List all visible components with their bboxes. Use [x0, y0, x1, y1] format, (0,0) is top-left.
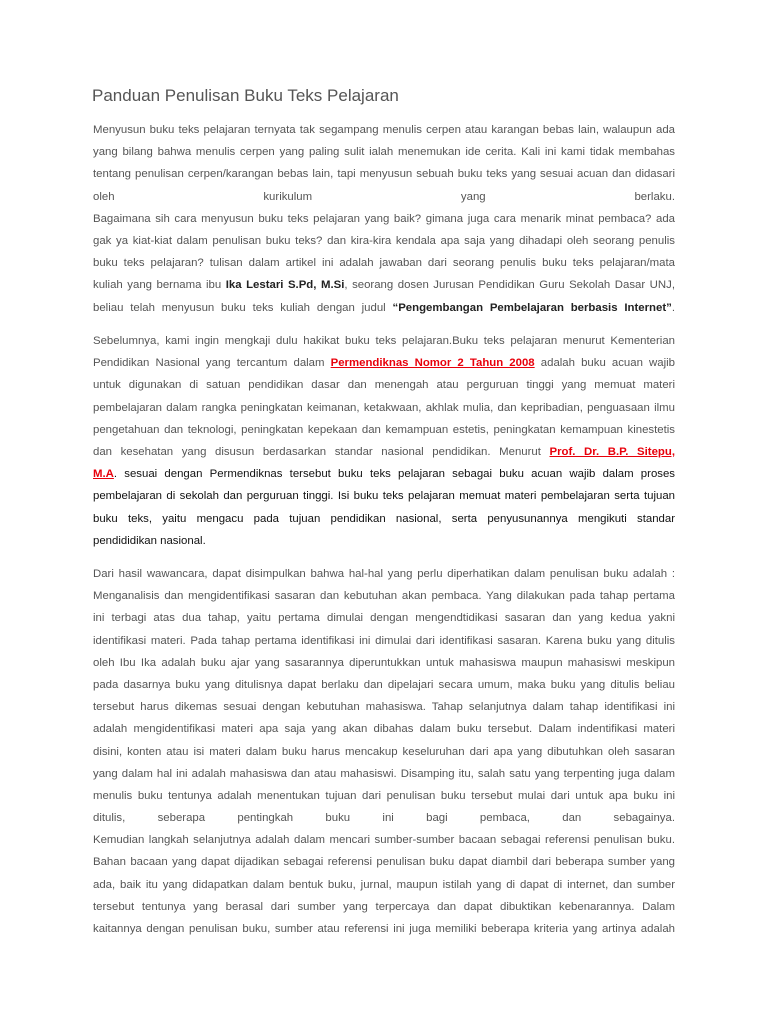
- text-segment: Menganalisis dan mengidentifikasi sasaran dan kebutuhan akan pembaca. Yang dilakukan pada tahap pertama: [93, 590, 675, 603]
- text-line: [93, 607, 675, 629]
- text-segment: adalah buku acuan wajib: [534, 357, 676, 370]
- text-segment: ditulis, seberapa pentingkah buku ini bagi pembaca, dan sebagainya.: [93, 812, 675, 825]
- text-line: [93, 330, 675, 352]
- text-segment: Pendidikan Nasional yang tercantum dalam: [93, 357, 331, 370]
- text-line: [93, 252, 675, 274]
- text-segment: dan kesehatan yang disusun berdasarkan standar nasional pendidikan. Menurut: [93, 445, 550, 458]
- text-line: [93, 485, 675, 507]
- text-segment: buku teks, yaitu mengacu pada tujuan pendidikan nasional, serta penyusunannya mengikuti standar: [93, 512, 675, 525]
- text-segment: kuliah yang bernama ibu: [93, 279, 226, 292]
- bold-text: Ika Lestari S.Pd, M.Si: [225, 279, 345, 292]
- paragraph-intro: [93, 119, 675, 319]
- bold-text: “Pengembangan Pembelajaran berbasis Internet”: [392, 301, 672, 314]
- text-line: [93, 441, 675, 463]
- text-segment: beliau telah menyusun buku teks kuliah dengan judul: [93, 301, 393, 314]
- text-segment: oleh kurikulum yang berlaku.: [93, 190, 675, 203]
- text-line: [93, 630, 675, 652]
- text-segment: tersebut tentunya yang berasal dari sumber yang terpercaya dan dapat dibuktikan kebenarannya. Dalam: [93, 900, 675, 913]
- text-line: [93, 419, 675, 441]
- text-line: [93, 674, 675, 696]
- text-segment: Bagaimana sih cara menyusun buku teks pelajaran yang baik? gimana juga cara menarik minat pembaca? ada: [93, 212, 675, 225]
- text-segment: pembelajaran di sekolah dan perguruan tinggi. Isi buku teks pelajaran memuat materi pembelajaran serta tujuan: [93, 490, 675, 503]
- text-line: [93, 763, 675, 785]
- text-line: [93, 563, 675, 585]
- text-segment: untuk digunakan di satuan pendidikan dasar dan menengah atau perguruan tinggi yang memuat materi: [93, 379, 675, 392]
- text-segment: disini, konten atau isi materi dalam buku harus mencakup keseluruhan dari apa yang dibutuhkan oleh sasaran: [93, 745, 675, 758]
- text-segment: Dari hasil wawancara, dapat disimpulkan bahwa hal-hal yang perlu diperhatikan dalam penulisan buku adalah :: [93, 568, 675, 580]
- text-line: [93, 652, 675, 674]
- text-line: [93, 274, 675, 296]
- text-line: [93, 119, 675, 141]
- text-segment: identifikasi materi. Pada tahap pertama identifikasi ini dimulai dari identifikasi sasaran. Karena buku yang ditulis: [93, 634, 675, 647]
- text-segment: buku teks pelajaran? tulisan dalam artikel ini adalah jawaban dari seorang penulis buku teks pelajaran/mata: [93, 257, 675, 270]
- reference-link[interactable]: M.A: [93, 468, 114, 481]
- text-line: [93, 874, 675, 896]
- text-line: [93, 186, 675, 208]
- text-segment: yang dalam hal ini adalah mahasiswa dan atau mahasiswi. Disamping itu, salah satu yang terpenting juga dalam: [93, 767, 675, 780]
- text-segment: pembelajaran dalam rangka peningkatan keimanan, ketakwaan, akhlak mulia, dan kepribadian, penguasaan ilmu: [93, 401, 675, 414]
- reference-link[interactable]: Prof. Dr. B.P. Sitepu,: [549, 445, 675, 458]
- page-title: Panduan Penulisan Buku Teks Pelajaran: [92, 86, 399, 105]
- text-line: [93, 718, 675, 740]
- text-line: [93, 352, 675, 374]
- text-line: [93, 297, 675, 319]
- text-line: [93, 141, 675, 163]
- text-line: [93, 230, 675, 252]
- text-line: [93, 741, 675, 763]
- text-segment: ini terbagi atas dua tahap, yaitu pertama dimulai dengan mengendtidikasi sasaran dan yang kedua yakni: [93, 612, 675, 625]
- text-segment: ada, baik itu yang didapatkan dalam bentuk buku, jurnal, maupun istilah yang di dapat di internet, dan sumber: [93, 878, 675, 891]
- text-line: [93, 807, 675, 829]
- text-line: [93, 896, 675, 918]
- text-line: [93, 374, 675, 396]
- text-line: [93, 463, 675, 485]
- text-segment: Menyusun buku teks pelajaran ternyata tak segampang menulis cerpen atau karangan bebas lain, walaupun ada: [93, 124, 675, 136]
- text-line: [93, 585, 675, 607]
- text-segment: tersebut harus dikemas sesuai dengan kebutuhan mahasiswa. Tahap selanjutnya dalam tahap identifikasi ini: [93, 701, 675, 714]
- text-segment: gak ya kiat-kiat dalam penulisan buku teks? dan kira-kira kendala apa saja yang dihadapi oleh seorang penulis: [93, 234, 675, 247]
- text-line: [93, 851, 675, 873]
- text-line: [93, 208, 675, 230]
- text-segment: Sebelumnya, kami ingin mengkaji dulu hakikat buku teks pelajaran.Buku teks pelajaran menurut Kementerian: [93, 335, 675, 347]
- text-line: [93, 696, 675, 718]
- reference-link[interactable]: Permendiknas Nomor 2 Tahun 2008: [330, 357, 535, 370]
- text-segment: adalah mengidentifikasi materi apa saja yang akan dibahas dalam buku tersebut. Dalam indentifikasi materi: [93, 723, 675, 736]
- text-segment: pendididikan nasional.: [93, 534, 206, 547]
- text-segment: Kemudian langkah selanjutnya adalah dalam mencari sumber-sumber bacaan sebagai referensi penulisan buku.: [93, 834, 675, 847]
- paragraph-definition: [93, 330, 675, 552]
- text-segment: yang bilang bahwa menulis cerpen yang paling sulit ialah menemukan ide cerita. Kali ini kami tidak membahas: [93, 146, 675, 159]
- text-line: [93, 829, 675, 851]
- text-segment: .: [671, 301, 675, 314]
- text-segment: oleh Ibu Ika adalah buku ajar yang sasarannya diperuntukkan untuk mahasiswa maupun mahasiswi meskipun: [93, 656, 675, 669]
- text-segment: pengetahuan dan teknologi, peningkatan kepekaan dan kemampuan estetis, peningkatan kemampuan kinestetis: [93, 423, 675, 436]
- text-segment: Bahan bacaan yang dapat dijadikan sebagai referensi penulisan buku dapat diambil dari beberapa sumber yang: [93, 856, 675, 869]
- paragraph-interview-results: [93, 563, 675, 940]
- text-segment: kaitannya dengan penulisan buku, sumber atau referensi ini juga memiliki beberapa kriteria yang artinya adalah: [93, 923, 675, 935]
- text-segment: tentang penulisan cerpen/karangan bebas lain, tapi menyusun sebuah buku teks yang sesuai acuan dan didasari: [93, 168, 675, 181]
- text-line: [93, 918, 675, 940]
- text-segment: , seorang dosen Jurusan Pendidikan Guru Sekolah Dasar UNJ,: [344, 279, 675, 292]
- text-line: [93, 163, 675, 185]
- text-line: [93, 530, 675, 552]
- text-line: [93, 397, 675, 419]
- text-line: [93, 508, 675, 530]
- text-segment: pada dasarnya buku yang ditulisnya dapat berlaku dan dipelajari secara umum, maka buku yang ditulis beliau: [93, 678, 675, 691]
- text-segment: . sesuai dengan Permendiknas tersebut buku teks pelajaran sebagai buku acuan wajib dalam proses: [113, 468, 675, 481]
- text-line: [93, 785, 675, 807]
- text-segment: menulis buku tentunya adalah menentukan tujuan dari penulisan buku tersebut mulai dari untuk apa buku ini: [93, 789, 675, 802]
